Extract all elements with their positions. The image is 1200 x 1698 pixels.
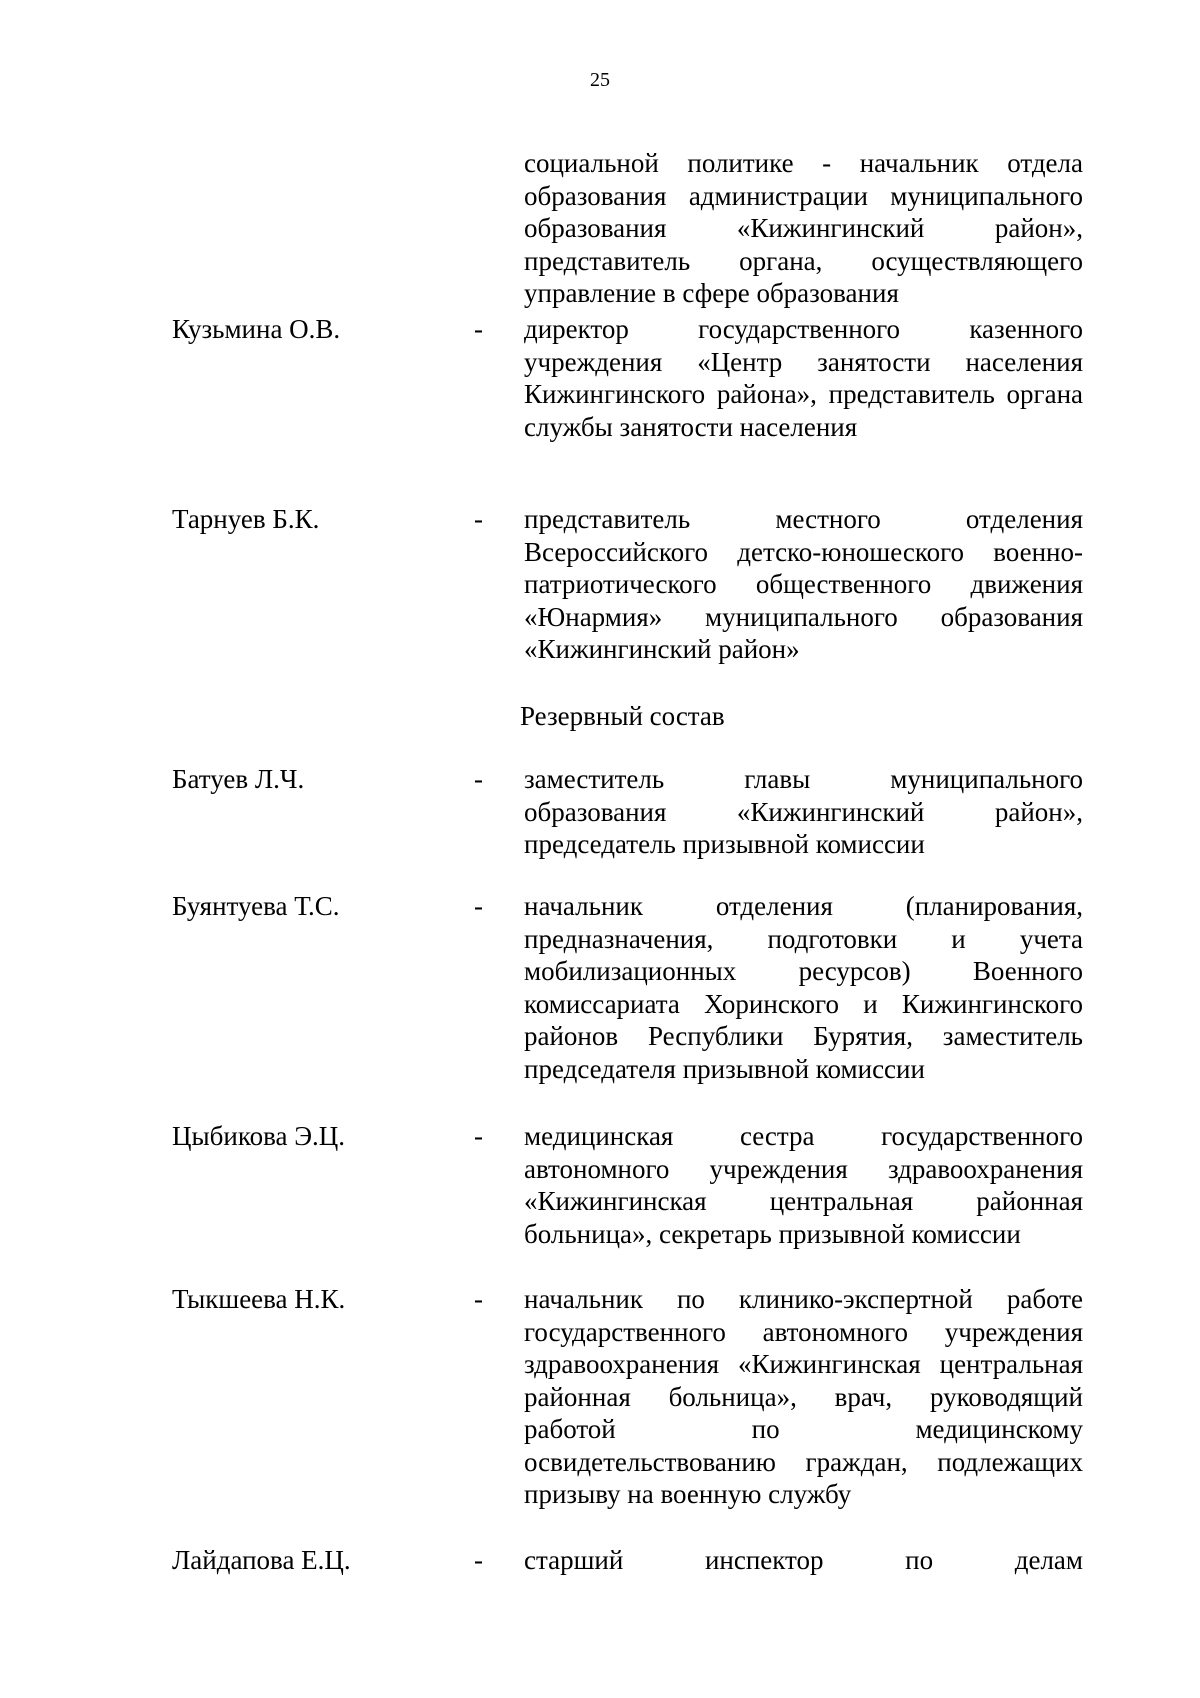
member-name-buyantueva: Буянтуева Т.С. [172, 891, 340, 921]
member-description-buyantueva: начальник отделения (планирования, предназначения, подготовки и учета мобилизационных ресурсов) Военного комиссариата Хоринского и Кижингинского районов Республики Бурятия, заместитель председателя призывной комиссии [524, 891, 1083, 1084]
member-dash: - [474, 891, 483, 921]
member-description-batuev: заместитель главы муниципального образования «Кижингинский район», председатель призывной комиссии [524, 764, 1083, 859]
member-name-laydapova: Лайдапова Е.Ц. [172, 1545, 351, 1575]
member-dash: - [474, 504, 483, 534]
member-dash: - [474, 1545, 483, 1575]
member-description-laydapova: старший инспектор по делам [524, 1545, 1083, 1575]
member-description-tyksheeva: начальник по клинико-экспертной работе государственного автономного учреждения здравоохранения «Кижингинская центральная районная больница», врач, руководящий работой по медицинскому освидетельствованию граждан, подлежащих призыву на военную службу [524, 1284, 1083, 1509]
member-name-kuzmina: Кузьмина О.В. [172, 314, 341, 344]
member-description-tarnuev: представитель местного отделения Всероссийского детско-юношеского военно-патриотического общественного движения «Юнармия» муниципального образования «Кижингинский район» [524, 504, 1083, 664]
member-description-kuzmina: директор государственного казенного учреждения «Центр занятости населения Кижингинского района», представитель органа службы занятости населения [524, 314, 1083, 442]
reserve-heading: Резервный состав [520, 701, 725, 731]
continuation-text: социальной политике - начальник отдела образования администрации муниципального образования «Кижингинский район», представитель органа, осуществляющего управление в сфере образования [524, 148, 1083, 308]
member-name-tyksheeva: Тыкшеева Н.К. [172, 1284, 346, 1314]
member-name-tsybikova: Цыбикова Э.Ц. [172, 1121, 346, 1151]
member-description-tsybikova: медицинская сестра государственного автономного учреждения здравоохранения «Кижингинская центральная районная больница», секретарь призывной комиссии [524, 1121, 1083, 1249]
member-name-tarnuev: Тарнуев Б.К. [172, 504, 320, 534]
member-name-batuev: Батуев Л.Ч. [172, 764, 305, 794]
member-dash: - [474, 314, 483, 344]
member-dash: - [474, 764, 483, 794]
page-number: 25 [590, 69, 610, 91]
member-dash: - [474, 1121, 483, 1151]
member-dash: - [474, 1284, 483, 1314]
